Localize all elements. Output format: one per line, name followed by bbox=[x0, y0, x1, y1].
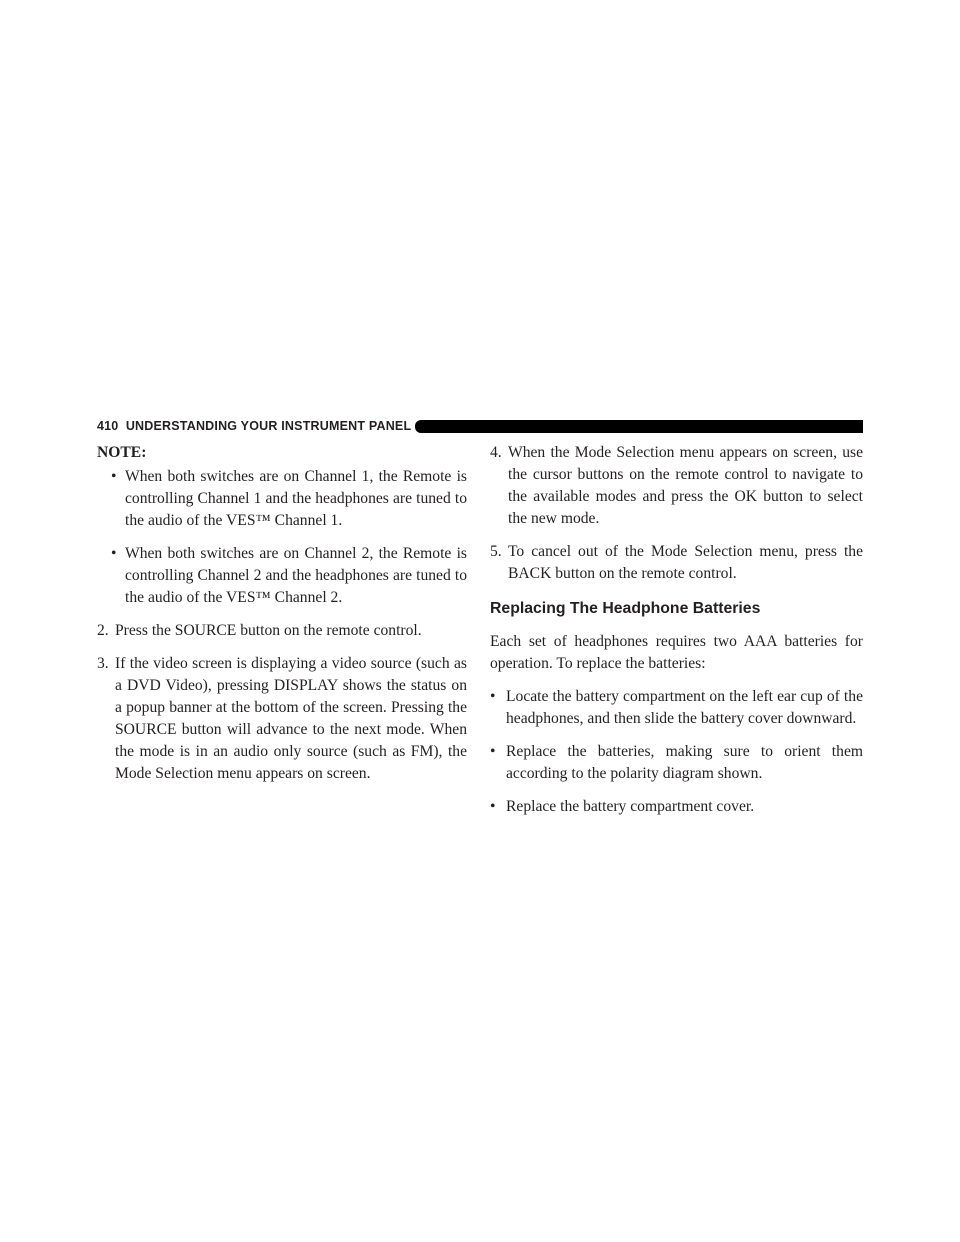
step-number: 4. bbox=[490, 444, 502, 461]
step-number: 3. bbox=[97, 655, 109, 672]
right-column bbox=[490, 442, 863, 829]
step-text: To cancel out of the Mode Selection menu, press the BACK button on the remote control. bbox=[508, 543, 863, 582]
step-number: 2. bbox=[97, 622, 109, 639]
bullet-icon: • bbox=[490, 743, 496, 760]
intro-paragraph: Each set of headphones requires two AAA batteries for operation. To replace the batteries: bbox=[490, 633, 863, 672]
bullet-icon: • bbox=[111, 545, 117, 562]
step-item bbox=[490, 541, 863, 585]
list-item-text: Replace the battery compartment cover. bbox=[506, 798, 755, 815]
list-item bbox=[490, 686, 863, 730]
bullet-icon: • bbox=[490, 688, 496, 705]
step-text: Press the SOURCE button on the remote control. bbox=[115, 622, 422, 639]
section-heading: Replacing The Headphone Batteries bbox=[490, 600, 761, 617]
header-rule-bar bbox=[421, 420, 863, 433]
list-item-text: Replace the batteries, making sure to orient them according to the polarity diagram shown. bbox=[506, 743, 863, 782]
step-text: When the Mode Selection menu appears on screen, use the cursor buttons on the remote control to navigate to the available modes and press the OK button to select the new mode. bbox=[508, 444, 863, 527]
step-number: 5. bbox=[490, 543, 502, 560]
page-number: 410 bbox=[97, 419, 119, 433]
list-item bbox=[490, 741, 863, 785]
note-bullet-text: When both switches are on Channel 1, the Remote is controlling Channel 1 and the headphones are tuned to the audio of the VES™ Channel 1. bbox=[125, 468, 467, 529]
bullet-icon: • bbox=[111, 468, 117, 485]
page-header bbox=[97, 418, 863, 438]
step-item bbox=[97, 620, 467, 642]
note-bullet bbox=[97, 543, 467, 609]
note-bullet bbox=[97, 466, 467, 532]
bullet-icon: • bbox=[490, 798, 496, 815]
note-title: NOTE: bbox=[97, 444, 147, 461]
step-item bbox=[490, 442, 863, 530]
left-column bbox=[97, 442, 467, 796]
list-item-text: Locate the battery compartment on the left ear cup of the headphones, and then slide the battery cover downward. bbox=[506, 688, 863, 727]
note-bullet-text: When both switches are on Channel 2, the Remote is controlling Channel 2 and the headphones are tuned to the audio of the VES™ Channel 2. bbox=[125, 545, 467, 606]
list-item bbox=[490, 796, 863, 818]
step-text: If the video screen is displaying a video source (such as a DVD Video), pressing DISPLAY shows the status on a popup banner at the bottom of the screen. Pressing the SOURCE button will advance to the next mode. When the mode is in an audio only source (such as FM), the Mode Selection menu appears on screen. bbox=[115, 655, 467, 782]
step-item bbox=[97, 653, 467, 785]
page-header-text bbox=[97, 419, 411, 433]
section-title: UNDERSTANDING YOUR INSTRUMENT PANEL bbox=[125, 419, 412, 433]
